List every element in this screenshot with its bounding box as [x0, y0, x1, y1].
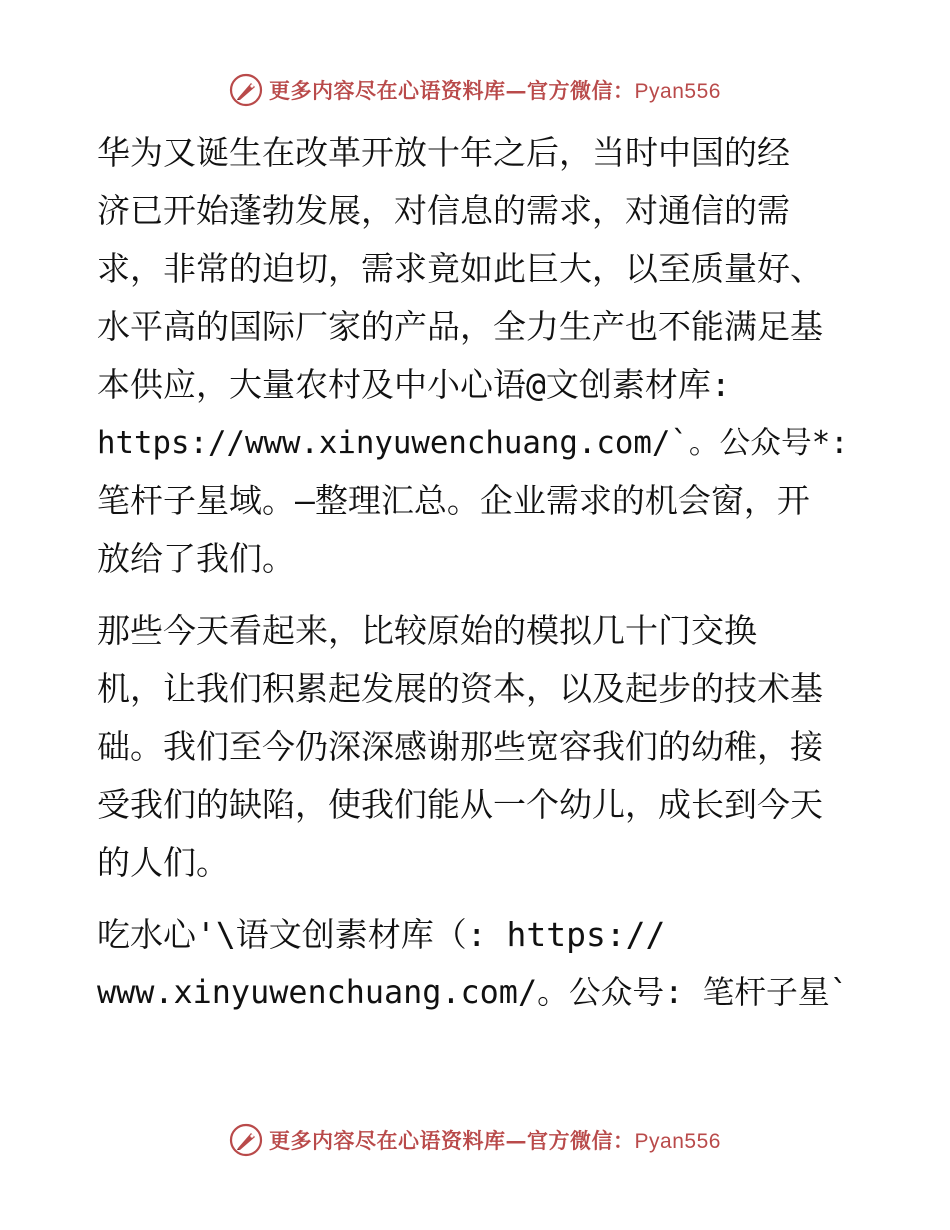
- body-text: [97, 124, 857, 1022]
- text-line: 水平高的国际厂家的产品，全力生产也不能满足基: [97, 307, 823, 346]
- banner-text: 更多内容尽在心语资料库—官方微信：: [269, 78, 635, 103]
- text-line: 吃水心'\语文创素材库（: https://: [97, 915, 666, 954]
- text-line: 放给了我们。: [97, 539, 295, 578]
- footer-watermark-banner: [0, 1120, 950, 1160]
- text-line: 那些今天看起来，比较原始的模拟几十门交换: [97, 611, 757, 650]
- paragraph: [97, 906, 857, 1022]
- text-line: 机，让我们积累起发展的资本，以及起步的技术基: [97, 669, 823, 708]
- banner-text: 更多内容尽在心语资料库—官方微信：: [269, 1128, 635, 1153]
- text-line: 华为又诞生在改革开放十年之后，当时中国的经: [97, 133, 790, 172]
- text-line: 的人们。: [97, 843, 229, 882]
- text-line: 本供应，大量农村及中小心语@文创素材库:: [97, 365, 731, 404]
- header-watermark-banner: [0, 70, 950, 110]
- text-line: www.xinyuwenchuang.com/。公众号: 笔杆子星`: [97, 974, 849, 1011]
- text-line: 济已开始蓬勃发展，对信息的需求，对通信的需: [97, 191, 790, 230]
- text-line: 础。我们至今仍深深感谢那些宽容我们的幼稚，接: [97, 727, 823, 766]
- text-line: 受我们的缺陷，使我们能从一个幼儿，成长到今天: [97, 785, 823, 824]
- header-watermark-text: [269, 75, 721, 105]
- paragraph: [97, 124, 857, 588]
- text-line: https://www.xinyuwenchuang.com/`。公众号*:: [97, 425, 849, 461]
- wechat-id: Pyan556: [634, 1130, 721, 1153]
- text-line: 求，非常的迫切，需求竟如此巨大，以至质量好、: [97, 249, 823, 288]
- pen-nib-logo-icon: [229, 1123, 263, 1157]
- wechat-id: Pyan556: [634, 80, 721, 103]
- footer-watermark-text: [269, 1125, 721, 1155]
- pen-nib-logo-icon: [229, 73, 263, 107]
- text-line: 笔杆子星域。—整理汇总。企业需求的机会窗，开: [97, 481, 810, 520]
- paragraph: [97, 602, 857, 892]
